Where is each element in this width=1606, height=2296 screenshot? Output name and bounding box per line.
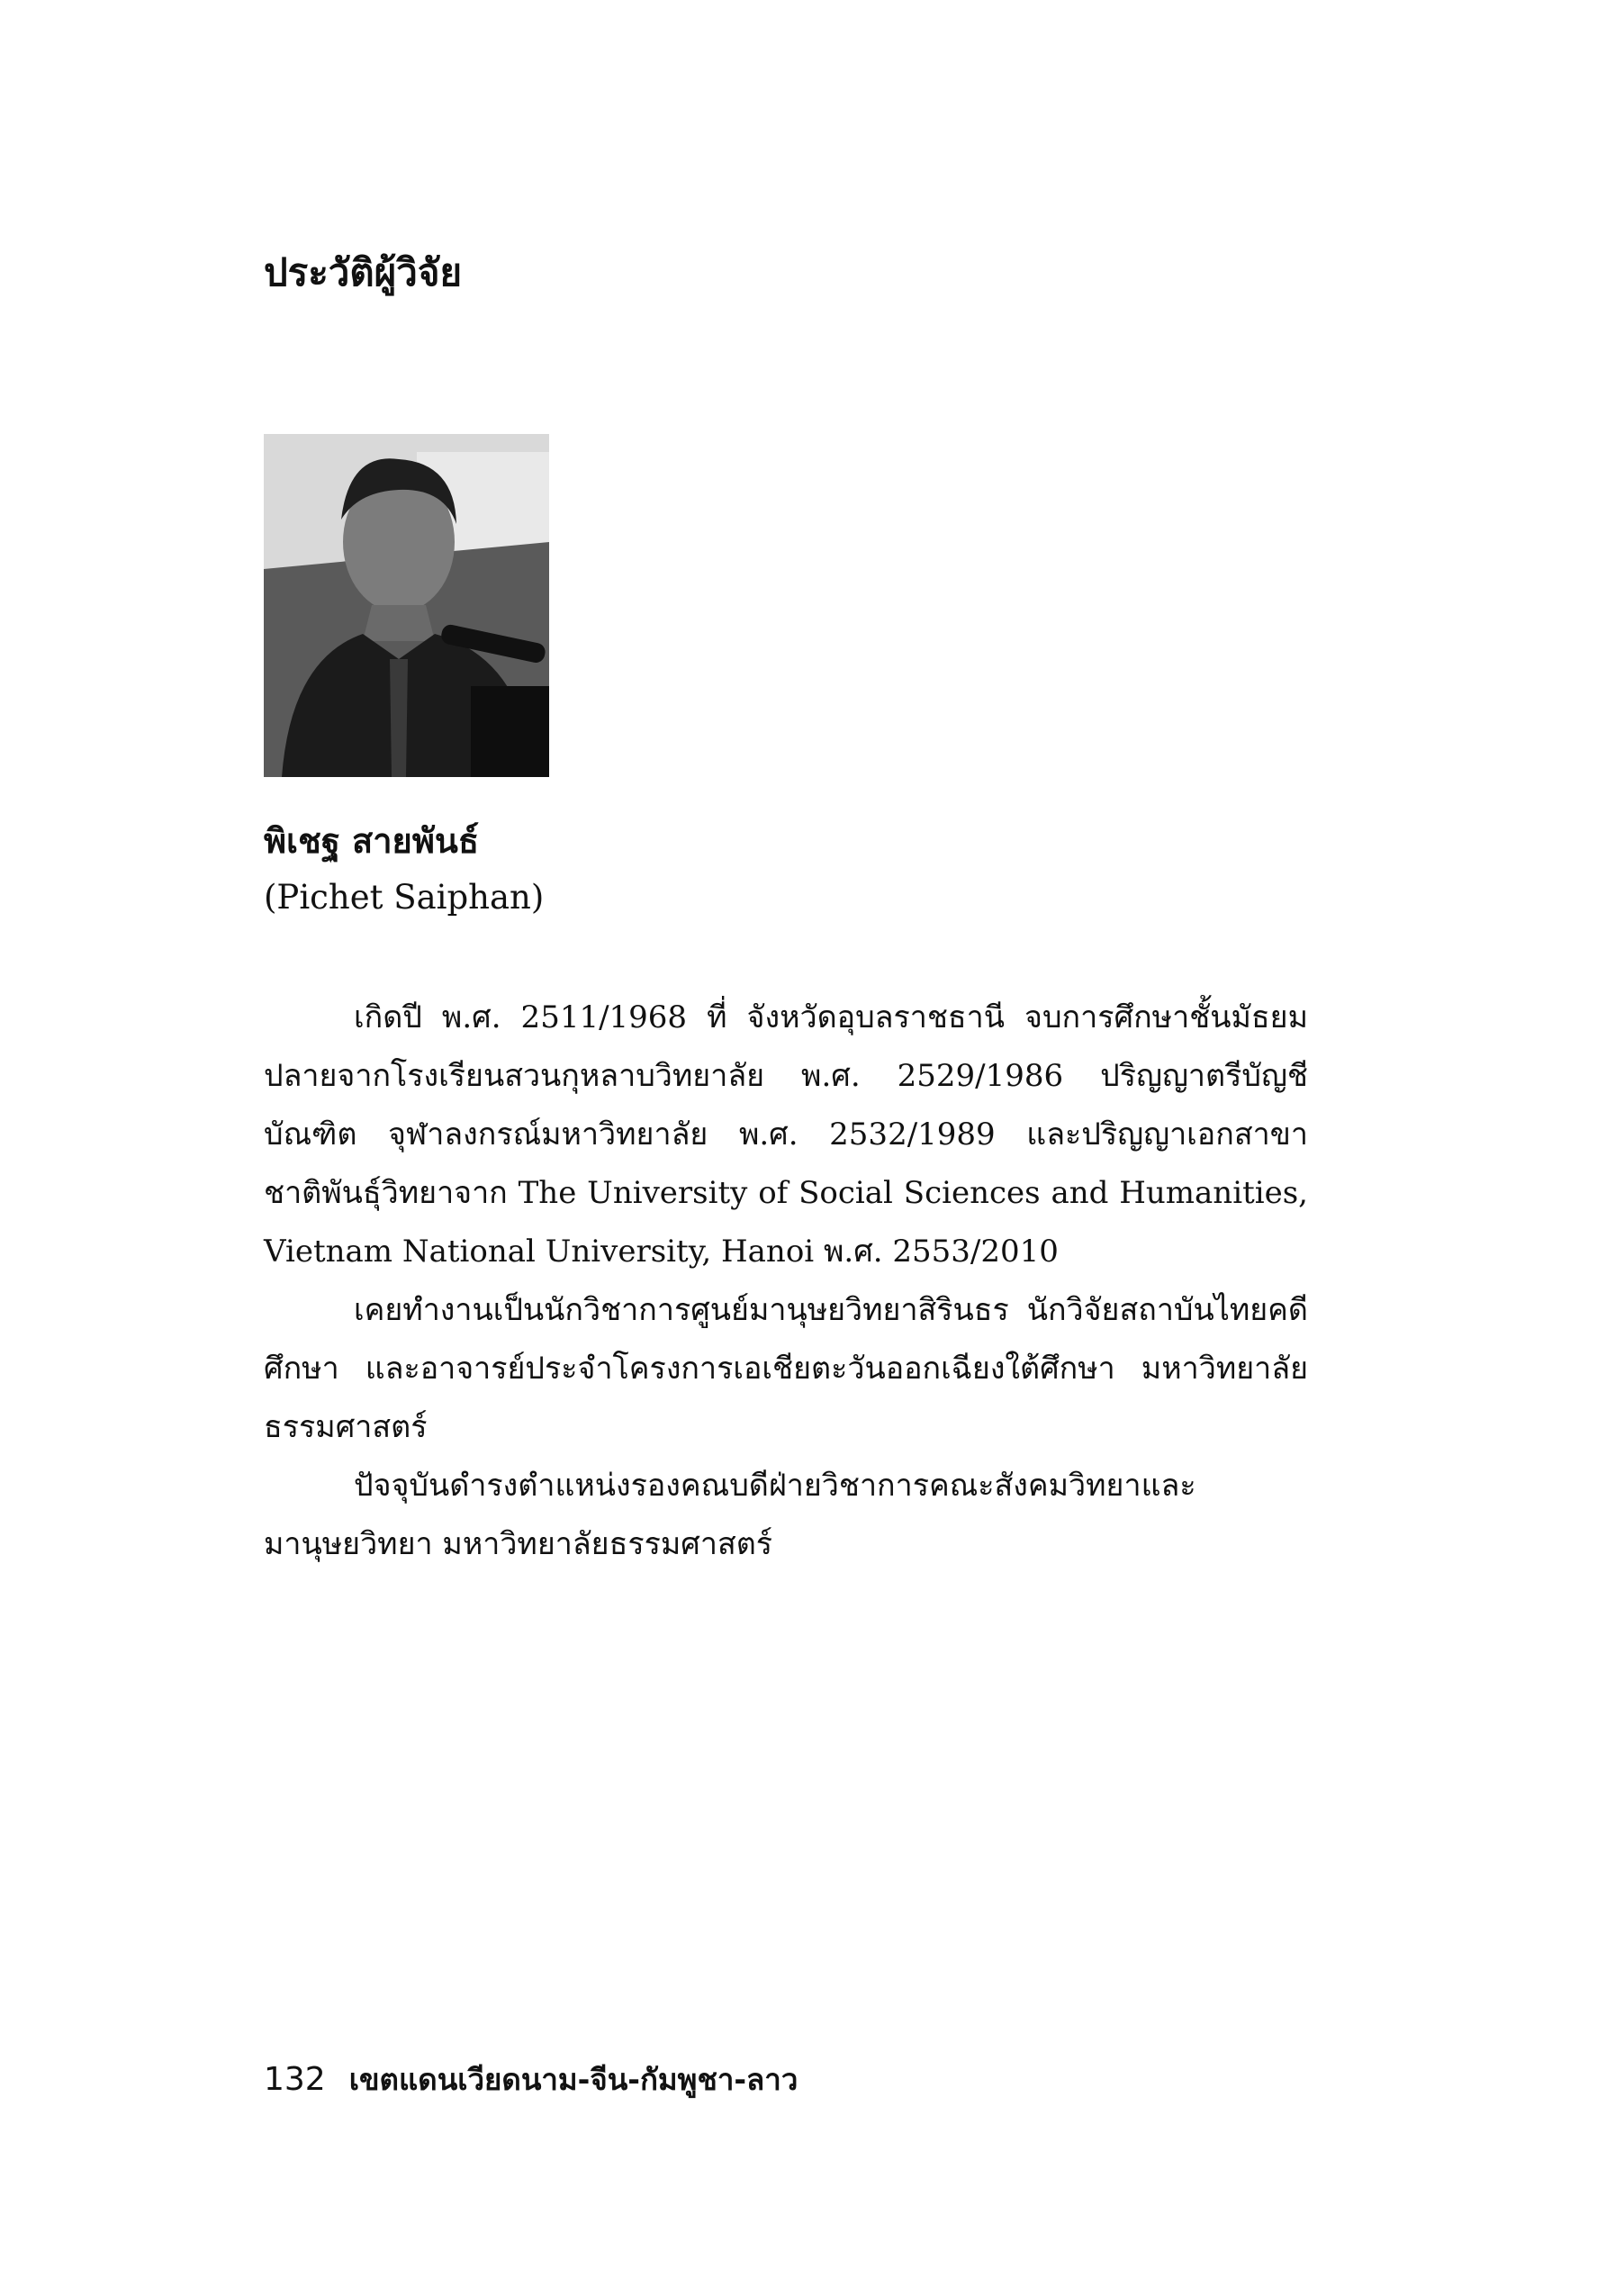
author-name-thai: พิเชฐ สายพันธ์ [264, 821, 480, 861]
page-footer [264, 2060, 798, 2099]
biography-paragraph-education: เกิดปี พ.ศ. 2511/1968 ที่ จังหวัดอุบลราชธานี จบการศึกษาชั้นมัธยมปลายจากโรงเรียนสวนกุหลาบวิทยาลัย พ.ศ. 2529/1986 ปริญญาตรีบัญชีบัณฑิต จุฬาลงกรณ์มหาวิทยาลัย พ.ศ. 2532/1989 และปริญญาเอกสาขาชาติพันธุ์วิทยาจาก The University of Social Sciences and Humanities, Vietnam National University, Hanoi พ.ศ. 2553/2010 [264, 999, 1308, 1270]
biography-paragraph-current-position: ปัจจุบันดำรงตำแหน่งรองคณบดีฝ่ายวิชาการคณะสังคมวิทยาและมานุษยวิทยา มหาวิทยาลัยธรรมศาสตร์ [264, 1468, 1196, 1562]
author-photo [264, 434, 549, 777]
page-number: 132 [264, 2061, 326, 2098]
author-photo-illustration [264, 434, 549, 777]
biography-body [264, 989, 1308, 1574]
author-name-english: (Pichet Saiphan) [264, 878, 545, 917]
page-heading: ประวัติผู้วิจัย [264, 250, 463, 294]
book-title: เขตแดนเวียดนาม-จีน-กัมพูชา-ลาว [348, 2062, 798, 2097]
biography-paragraph-career: เคยทำงานเป็นนักวิชาการศูนย์มานุษยวิทยาสิรินธร นักวิจัยสถาบันไทยคดีศึกษา และอาจารย์ประจำโครงการเอเชียตะวันออกเฉียงใต้ศึกษา มหาวิทยาลัยธรรมศาสตร์ [264, 1292, 1308, 1445]
